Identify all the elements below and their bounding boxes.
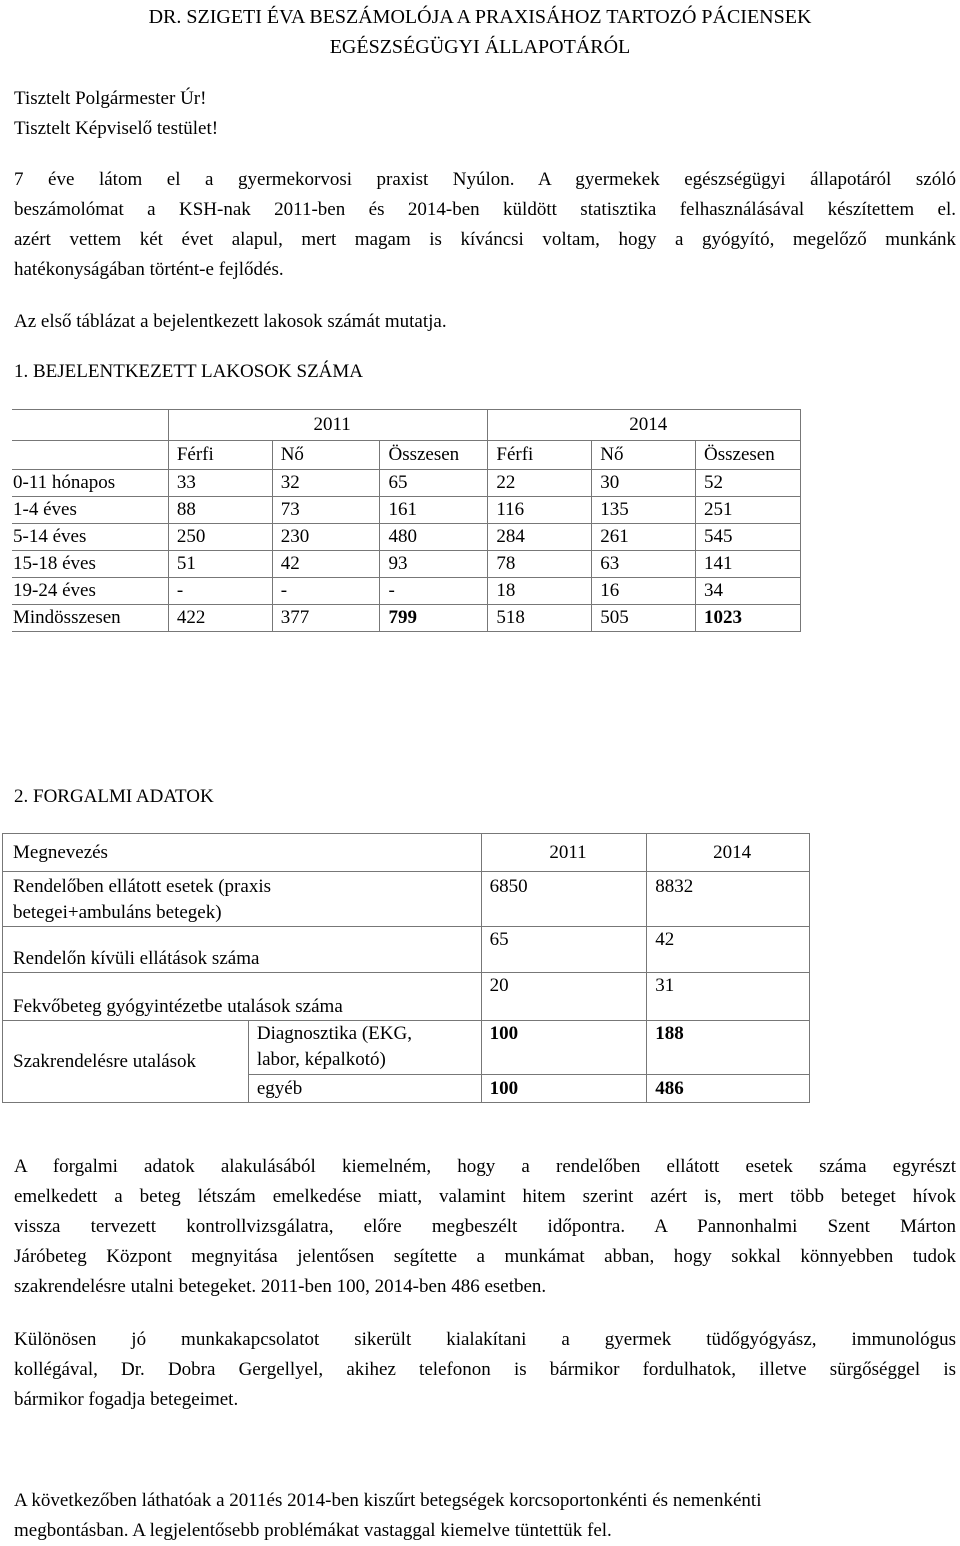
row-label: 15-18 éves	[13, 551, 169, 578]
cell: 251	[696, 497, 801, 524]
cell: 52	[696, 470, 801, 497]
paragraph-line: A forgalmi adatok alakulásából kiemelném, hogy a rendelőben ellátott esetek száma egyrészt	[14, 1156, 956, 1177]
paragraph-line: Járóbeteg Központ megnyitása jelentősen segítette a munkámat abban, hogy sokkal könnyebben tudok	[14, 1246, 956, 1267]
table-header-year-2011: 2011	[168, 410, 488, 441]
table1-heading: 1. BEJELENTKEZETT LAKOSOK SZÁMA	[14, 361, 364, 382]
intro-paragraph	[14, 165, 956, 285]
row-label: Fekvőbeteg gyógyintézetbe utalások száma	[3, 973, 482, 1021]
analysis-paragraph	[14, 1152, 956, 1302]
cell: 65	[380, 470, 488, 497]
col-total-2011: Összesen	[380, 441, 488, 470]
paragraph-line: A következőben láthatóak a 2011és 2014-ben kiszűrt betegségek korcsoportonkénti és nemenkénti	[14, 1490, 762, 1511]
cell: 480	[380, 524, 488, 551]
col-total-2014: Összesen	[696, 441, 801, 470]
paragraph-line: Különösen jó munkakapcsolatot sikerült kialakítani a gyermek tüdőgyógyász, immunológus	[14, 1329, 956, 1350]
cell: 261	[592, 524, 696, 551]
table-row	[13, 470, 801, 497]
col-female-2011: Nő	[272, 441, 380, 470]
cell: 88	[168, 497, 272, 524]
table-row	[3, 872, 810, 927]
cell: 42	[647, 927, 810, 973]
cell: 63	[592, 551, 696, 578]
intro-line: hatékonyságában történt-e fejlődés.	[14, 259, 284, 280]
table-row	[3, 1021, 810, 1075]
row-label: 19-24 éves	[13, 578, 169, 605]
paragraph-line: bármikor fogadja betegeimet.	[14, 1389, 239, 1410]
cell: 135	[592, 497, 696, 524]
cell: 65	[481, 927, 647, 973]
greeting-line-1: Tisztelt Polgármester Úr!	[14, 88, 207, 109]
cell: 34	[696, 578, 801, 605]
cell: 377	[272, 605, 380, 632]
paragraph-line: szakrendelésre utalni betegeket. 2011-ben 100, 2014-ben 486 esetben.	[14, 1276, 547, 1297]
population-table	[12, 409, 801, 632]
row-label: Rendelőn kívüli ellátások száma	[3, 927, 482, 973]
paragraph-line: megbontásban. A legjelentősebb problémákat vastaggal kiemelve tüntettük fel.	[14, 1520, 612, 1541]
cell: 32	[272, 470, 380, 497]
cell-bold: 188	[647, 1021, 810, 1075]
row-label-line: Rendelőben ellátott esetek (praxis	[13, 876, 271, 897]
sub-row-label: egyéb	[248, 1075, 481, 1103]
table-header-years	[13, 410, 801, 441]
table-header-empty	[13, 441, 169, 470]
row-label: Szakrendelésre utalások	[3, 1021, 249, 1103]
intro-line: beszámolómat a KSH-nak 2011-ben és 2014-ben küldött statisztika felhasználásával készítettem el.	[14, 199, 956, 220]
cell: 78	[488, 551, 592, 578]
cell: 20	[481, 973, 647, 1021]
paragraph-line: kollégával, Dr. Dobra Gergellyel, akihez telefonon is bármikor fordulhatok, illetve sürgőséggel is	[14, 1359, 956, 1380]
table-row	[3, 927, 810, 973]
cell: -	[168, 578, 272, 605]
cell: 93	[380, 551, 488, 578]
intro-line: azért vettem két évet alapul, mert magam is kíváncsi voltam, hogy a gyógyító, megelőző munkánk	[14, 229, 956, 250]
cell: 250	[168, 524, 272, 551]
cell: 230	[272, 524, 380, 551]
cell: 284	[488, 524, 592, 551]
table-header-empty	[13, 410, 169, 441]
cell: 518	[488, 605, 592, 632]
col-male-2011: Férfi	[168, 441, 272, 470]
cell: 422	[168, 605, 272, 632]
cell: 30	[592, 470, 696, 497]
cell: 6850	[481, 872, 647, 927]
cell: 16	[592, 578, 696, 605]
cooperation-paragraph	[14, 1325, 956, 1415]
col-female-2014: Nő	[592, 441, 696, 470]
cell: 141	[696, 551, 801, 578]
cell: 545	[696, 524, 801, 551]
traffic-table	[2, 833, 810, 1103]
row-label: Mindösszesen	[13, 605, 169, 632]
table-header-columns	[13, 441, 801, 470]
table-row-total	[13, 605, 801, 632]
sub-row-label-line: Diagnosztika (EKG,	[256, 1023, 412, 1044]
cell: 51	[168, 551, 272, 578]
col-year-2011: 2011	[481, 834, 647, 872]
cell-bold: 100	[481, 1021, 647, 1075]
cell: 33	[168, 470, 272, 497]
cell-bold: 799	[380, 605, 488, 632]
row-label: 5-14 éves	[13, 524, 169, 551]
cell: 22	[488, 470, 592, 497]
table-row	[13, 551, 801, 578]
table-row	[13, 497, 801, 524]
cell: 161	[380, 497, 488, 524]
row-label: 0-11 hónapos	[13, 470, 169, 497]
closing-paragraph	[14, 1486, 919, 1546]
table-row	[3, 973, 810, 1021]
col-name-header: Megnevezés	[3, 834, 482, 872]
document-title-line-1: DR. SZIGETI ÉVA BESZÁMOLÓJA A PRAXISÁHOZ TARTOZÓ PÁCIENSEK	[148, 6, 812, 28]
cell: 31	[647, 973, 810, 1021]
greeting-line-2: Tisztelt Képviselő testület!	[14, 118, 219, 139]
row-label: 1-4 éves	[13, 497, 169, 524]
row-label-line: betegei+ambuláns betegek)	[13, 902, 222, 923]
table-row	[13, 524, 801, 551]
cell: 42	[272, 551, 380, 578]
cell-bold: 100	[481, 1075, 647, 1103]
cell: 116	[488, 497, 592, 524]
table-header-year-2014: 2014	[488, 410, 801, 441]
paragraph-line: vissza tervezett kontrollvizsgálatra, előre megbeszélt időpontra. A Pannonhalmi Szent Márton	[14, 1216, 956, 1237]
cell: 73	[272, 497, 380, 524]
cell: 505	[592, 605, 696, 632]
intro-line: 7 éve látom el a gyermekorvosi praxist Nyúlon. A gyermekek egészségügyi állapotáról szóló	[14, 169, 956, 190]
sub-row-label	[248, 1021, 481, 1075]
col-male-2014: Férfi	[488, 441, 592, 470]
cell: -	[272, 578, 380, 605]
col-year-2014: 2014	[647, 834, 810, 872]
cell-bold: 1023	[696, 605, 801, 632]
sub-row-label-line: labor, képalkotó)	[256, 1049, 386, 1070]
cell: 8832	[647, 872, 810, 927]
paragraph-line: emelkedett a beteg létszám emelkedése miatt, valamint hitem szerint azért is, mert több beteget hívok	[14, 1186, 956, 1207]
cell: -	[380, 578, 488, 605]
cell: 18	[488, 578, 592, 605]
table-row	[13, 578, 801, 605]
table2-heading: 2. FORGALMI ADATOK	[14, 786, 214, 807]
document-title-line-2: EGÉSZSÉGÜGYI ÁLLAPOTÁRÓL	[329, 36, 631, 58]
cell-bold: 486	[647, 1075, 810, 1103]
row-label	[3, 872, 482, 927]
greeting	[14, 84, 218, 144]
table1-intro: Az első táblázat a bejelentkezett lakosok számát mutatja.	[14, 311, 447, 332]
table-header	[3, 834, 810, 872]
